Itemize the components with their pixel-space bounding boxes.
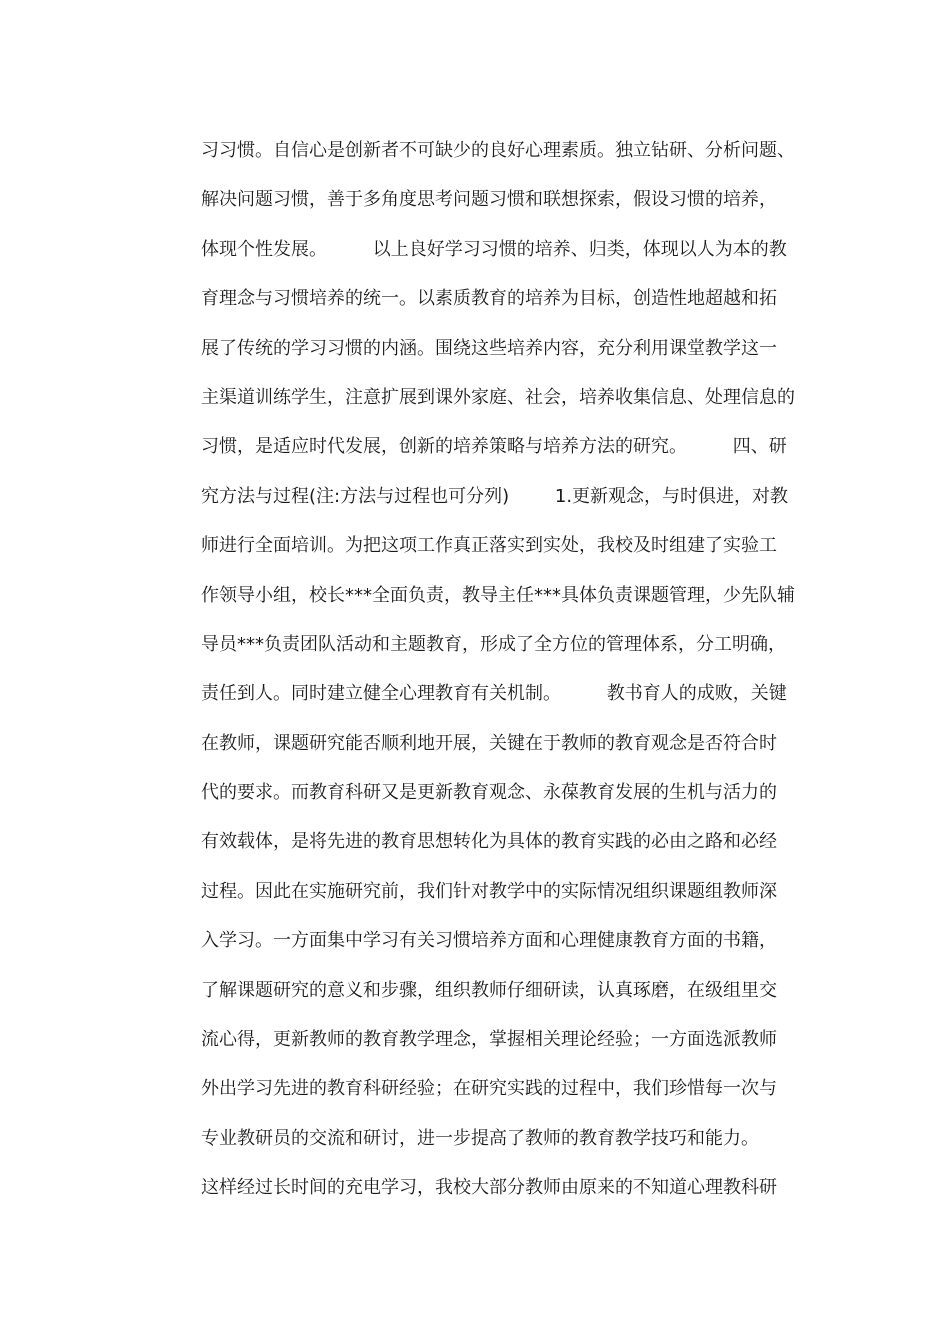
text-line: 专业教研员的交流和研讨，进一步提高了教师的教育教学技巧和能力。 (201, 1127, 759, 1149)
text-line: 流心得，更新教师的教育教学理念，掌握相关理论经验；一方面选派教师 (201, 1029, 777, 1051)
text-line: 导员***负责团队活动和主题教育，形成了全方位的管理体系，分工明确， (201, 633, 786, 655)
document-body (201, 126, 821, 1213)
text-line: 育理念与习惯培养的统一。以素质教育的培养为目标，创造性地超越和拓 (201, 288, 777, 310)
text-line: 外出学习先进的教育科研经验；在研究实践的过程中，我们珍惜每一次与 (201, 1078, 777, 1100)
text-line: 解决问题习惯，善于多角度思考问题习惯和联想探索，假设习惯的培养， (201, 189, 777, 211)
text-line: 了解课题研究的意义和步骤，组织教师仔细研读，认真琢磨，在级组里交 (201, 979, 777, 1001)
text-line: 习习惯。自信心是创新者不可缺少的良好心理素质。独立钻研、分析问题、 (201, 140, 795, 161)
text-line: 过程。因此在实施研究前，我们针对教学中的实际情况组织课题组教师深 (201, 880, 777, 902)
text-line: 责任到人。同时建立健全心理教育有关机制。 教书育人的成败，关键 (201, 683, 787, 705)
text-line: 主渠道训练学生，注意扩展到课外家庭、社会，培养收集信息、处理信息的 (201, 386, 795, 408)
text-line: 习惯，是适应时代发展，创新的培养策略与培养方法的研究。 四、研 (201, 436, 787, 458)
text-line: 体现个性发展。 以上良好学习习惯的培养、归类，体现以人为本的教 (201, 238, 787, 260)
text-line: 代的要求。而教育科研又是更新教育观念、永葆教育发展的生机与活力的 (201, 782, 777, 804)
text-line: 作领导小组，校长***全面负责，教导主任***具体负责课题管理，少先队辅 (201, 584, 795, 606)
text-line: 究方法与过程(注:方法与过程也可分列) 1.更新观念，与时俱进，对教 (201, 485, 789, 507)
text-line: 入学习。一方面集中学习有关习惯培养方面和心理健康教育方面的书籍， (201, 930, 777, 952)
text-line: 这样经过长时间的充电学习，我校大部分教师由原来的不知道心理教科研 (201, 1177, 777, 1199)
text-line: 在教师，课题研究能否顺利地开展，关键在于教师的教育观念是否符合时 (201, 732, 777, 754)
text-line: 有效载体，是将先进的教育思想转化为具体的教育实践的必由之路和必经 (201, 831, 777, 853)
text-line: 展了传统的学习习惯的内涵。围绕这些培养内容，充分利用课堂教学这一 (201, 337, 777, 359)
text-line: 师进行全面培训。为把这项工作真正落实到实处，我校及时组建了实验工 (201, 535, 777, 557)
